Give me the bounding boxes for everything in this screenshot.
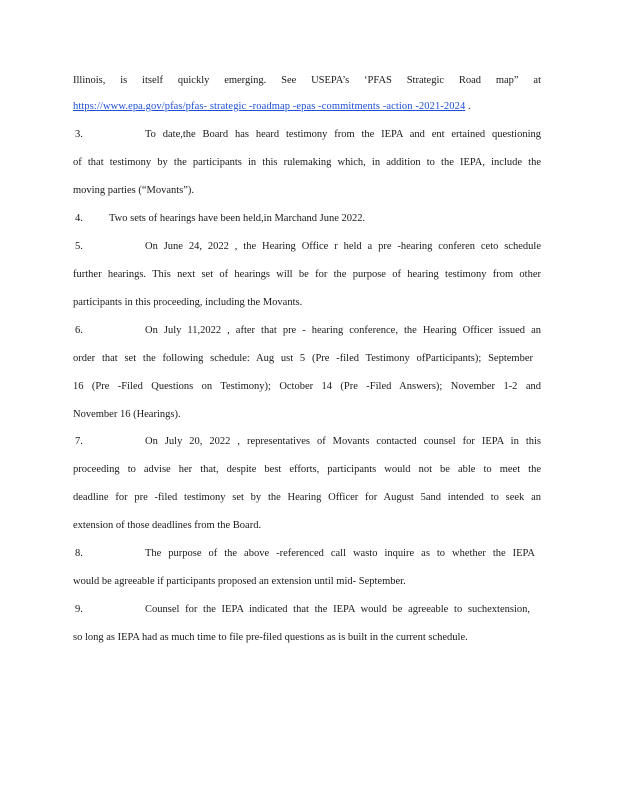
paragraph-7-line-1: On July 20, 2022 , representatives of Movants contacted counsel for IEPA in this — [145, 436, 541, 447]
paragraph-7-line-3: deadline for pre -filed testimony set by the Hearing Officer for August 5and intended to seek an — [73, 492, 541, 503]
paragraph-8-line-1: The purpose of the above -referenced call wasto inquire as to whether the IEPA — [145, 548, 535, 559]
pfas-roadmap-link[interactable]: https://www.epa.gov/pfas/pfas- strategic -roadmap -epas -commitments -action -2021-2024 — [73, 101, 466, 112]
paragraph-0-line-1: Illinois, is itself quickly emerging. See USEPA’s ‘PFAS Strategic Road map” at — [73, 75, 541, 86]
paragraph-4-number: 4. — [75, 213, 83, 224]
paragraph-6-line-2: order that set the following schedule: Aug ust 5 (Pre -filed Testimony ofParticipants); September — [73, 353, 533, 364]
paragraph-5-number: 5. — [75, 241, 83, 252]
paragraph-6-line-1: On July 11,2022 , after that pre - hearing conference, the Hearing Officer issued an — [145, 325, 541, 336]
paragraph-9-line-2: so long as IEPA had as much time to file pre-filed questions as is built in the current schedule. — [73, 632, 468, 643]
paragraph-6-line-3: 16 (Pre -Filed Questions on Testimony); October 14 (Pre -Filed Answers); November 1-2 and — [73, 381, 541, 392]
paragraph-5-line-3: participants in this proceeding, including the Movants. — [73, 297, 303, 308]
paragraph-6-line-4: November 16 (Hearings). — [73, 409, 181, 420]
paragraph-6-number: 6. — [75, 325, 83, 336]
paragraph-5-line-1: On June 24, 2022 , the Hearing Office r held a pre -hearing conferen ceto schedule — [145, 241, 541, 252]
paragraph-9-line-1: Counsel for the IEPA indicated that the IEPA would be agreeable to suchextension, — [145, 604, 530, 615]
paragraph-0-line-2 — [73, 100, 541, 114]
paragraph-3-line-1: To date,the Board has heard testimony from the IEPA and ent ertained questioning — [145, 129, 541, 140]
paragraph-8-number: 8. — [75, 548, 83, 559]
paragraph-4-line-1: Two sets of hearings have been held,in Marchand June 2022. — [109, 213, 366, 224]
paragraph-3-line-3: moving parties (“Movants”). — [73, 185, 195, 196]
paragraph-3-line-2: of that testimony by the participants in this rulemaking which, in addition to the IEPA, include the — [73, 157, 541, 168]
paragraph-5-line-2: further hearings. This next set of hearings will be for the purpose of hearing testimony from other — [73, 269, 541, 280]
paragraph-7-line-4: extension of those deadlines from the Board. — [73, 520, 262, 531]
link-period: . — [467, 101, 471, 112]
paragraph-9-number: 9. — [75, 604, 83, 615]
paragraph-8-line-2: would be agreeable if participants proposed an extension until mid- September. — [73, 576, 406, 587]
paragraph-3-number: 3. — [75, 129, 83, 140]
paragraph-7-number: 7. — [75, 436, 83, 447]
paragraph-7-line-2: proceeding to advise her that, despite best efforts, participants would not be able to meet the — [73, 464, 541, 475]
